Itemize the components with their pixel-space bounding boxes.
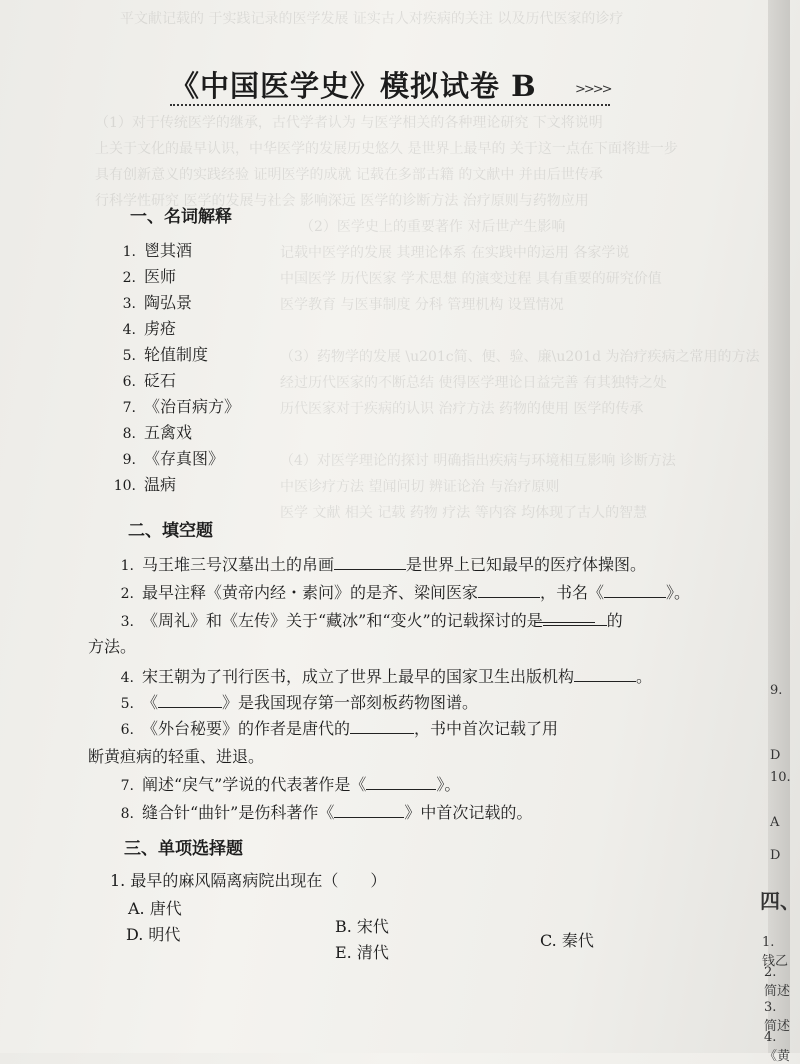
list-item: 7. 阐述“戾气”学说的代表著作是《 》。 [120, 775, 461, 794]
list-item-tail [535, 608, 595, 627]
list-item: 8. 五禽戏 [122, 423, 193, 442]
answer-blank[interactable] [350, 719, 414, 734]
bleed-through-text: 中国医学 历代医家 学术思想 的演变过程 具有重要的研究价值 [280, 271, 662, 287]
list-item: 4. 虏疮 [122, 319, 177, 338]
list-item: 3. 陶弘景 [122, 293, 193, 312]
edge-label: 10. [770, 770, 791, 785]
option-c[interactable]: C. 秦代 [540, 931, 594, 950]
list-item: 1. 马王堆三号汉墓出土的帛画 是世界上已知最早的医疗体操图。 [120, 555, 647, 574]
answer-blank[interactable] [604, 583, 666, 598]
edge-label: A [770, 815, 780, 830]
bleed-through-text: 中医诊疗方法 望闻问切 辨证论治 与治疗原则 [280, 479, 560, 495]
list-item: 6. 《外台秘要》的作者是唐代的 ，书中首次记载了用 [120, 719, 559, 738]
answer-blank[interactable] [366, 775, 436, 790]
edge-label: 四、 [760, 889, 800, 913]
item-text: ，书名《 [540, 583, 605, 602]
option-b[interactable]: B. 宋代 [335, 917, 389, 936]
list-item: 2. 医师 [122, 267, 177, 286]
bleed-through-text: 医学 文献 相关 记载 药物 疗法 等内容 均体现了古人的智慧 [280, 505, 648, 521]
list-item: 9. 《存真图》 [122, 449, 225, 468]
list-item: 10. 温病 [113, 475, 177, 494]
list-item: 6. 砭石 [122, 371, 177, 390]
answer-blank[interactable] [478, 583, 540, 598]
bleed-through-text: 记载中医学的发展 其理论体系 在实践中的运用 各家学说 [280, 245, 630, 261]
title-underline [170, 104, 610, 106]
answer-blank[interactable] [334, 803, 404, 818]
arrow-decoration-icon: >>>> [575, 82, 611, 97]
bleed-through-text: 经过历代医家的不断总结 使得医学理论日益完善 有其独特之处 [280, 375, 667, 391]
option-a[interactable]: A. 唐代 [128, 899, 182, 918]
section-heading: 三、单项选择题 [124, 839, 243, 859]
option-e[interactable]: E. 清代 [335, 943, 389, 962]
question-stem: 1. 最早的麻风隔离病院出现在（ ） [110, 871, 387, 890]
bleed-through-text: 行科学性研究 医学的发展与社会 影响深远 医学的诊断方法 治疗原则与药物应用 [95, 193, 589, 209]
list-item-continued: 方法。 [88, 637, 137, 656]
answer-blank[interactable] [158, 693, 222, 708]
option-d[interactable]: D. 明代 [126, 925, 181, 944]
list-item: 5. 轮值制度 [122, 345, 209, 364]
section-heading: 一、名词解释 [130, 207, 232, 227]
section-heading: 二、填空题 [128, 521, 213, 541]
list-item-continued: 断黄疸病的轻重、进退。 [88, 747, 265, 766]
bleed-through-text: 历代医家对于疾病的认识 治疗方法 药物的使用 医学的传承 [280, 401, 644, 417]
bleed-through-text: 医学教育 与医事制度 分科 管理机构 设置情况 [280, 297, 564, 313]
bleed-through-text: 平文献记载的 于实践记录的医学发展 证实古人对疾病的关注 以及历代医家的诊疗 [120, 11, 624, 27]
list-item: 3. 《周礼》和《左传》关于“藏冰”和“变火”的记载探讨的是 的 [120, 611, 623, 630]
bleed-through-text: （4）对医学理论的探讨 明确指出疾病与环境相互影响 诊断方法 [280, 453, 676, 469]
list-item: 7. 《治百病方》 [122, 397, 241, 416]
bleed-through-text: （2）医学史上的重要著作 对后世产生影响 [300, 219, 566, 235]
list-item: 4. 宋王朝为了刊行医书，成立了世界上最早的国家卫生出版机构 。 [120, 667, 653, 686]
list-item: 5. 《 》是我国现存第一部刻板药物图谱。 [120, 693, 479, 712]
edge-label: D [770, 848, 781, 863]
edge-label: D [770, 748, 781, 763]
page-title: 《中国医学史》模拟试卷 B [170, 69, 537, 103]
item-text: 》。 [666, 583, 691, 602]
edge-label: 2. 简述 [764, 965, 791, 999]
bleed-through-text: （3）药物学的发展 \u201c简、便、验、廉\u201d 为治疗疾病之常用的方法 [280, 349, 760, 365]
list-item: 1. 鬯其酒 [122, 241, 193, 260]
list-item: 8. 缝合针“曲针”是伤科著作《 》中首次记载的。 [120, 803, 533, 822]
answer-blank[interactable] [574, 667, 636, 682]
edge-label: 4.《黄 [764, 1030, 791, 1064]
bleed-through-text: 上关于文化的最早认识，中华医学的发展历史悠久 是世界上最早的 关于这一点在下面将进一步 [95, 141, 678, 157]
answer-blank[interactable] [334, 555, 406, 570]
bleed-through-text: （1）对于传统医学的继承，古代学者认为 与医学相关的各种理论研究 下文将说明 [95, 115, 603, 131]
edge-label: 9. [770, 683, 783, 698]
list-item: 2. 最早注释《黄帝内经・素问》的是齐、梁间医家 ，书名《 》。 [120, 583, 691, 602]
item-text: 。 [636, 667, 653, 686]
edge-label: 1. 钱乙 [762, 935, 789, 969]
bleed-through-text: 具有创新意义的实践经验 证明医学的成就 记载在多部古籍 的文献中 并由后世传承 [95, 167, 603, 183]
edge-label: 3. 简述 [764, 1000, 791, 1034]
answer-blank[interactable] [535, 608, 595, 623]
